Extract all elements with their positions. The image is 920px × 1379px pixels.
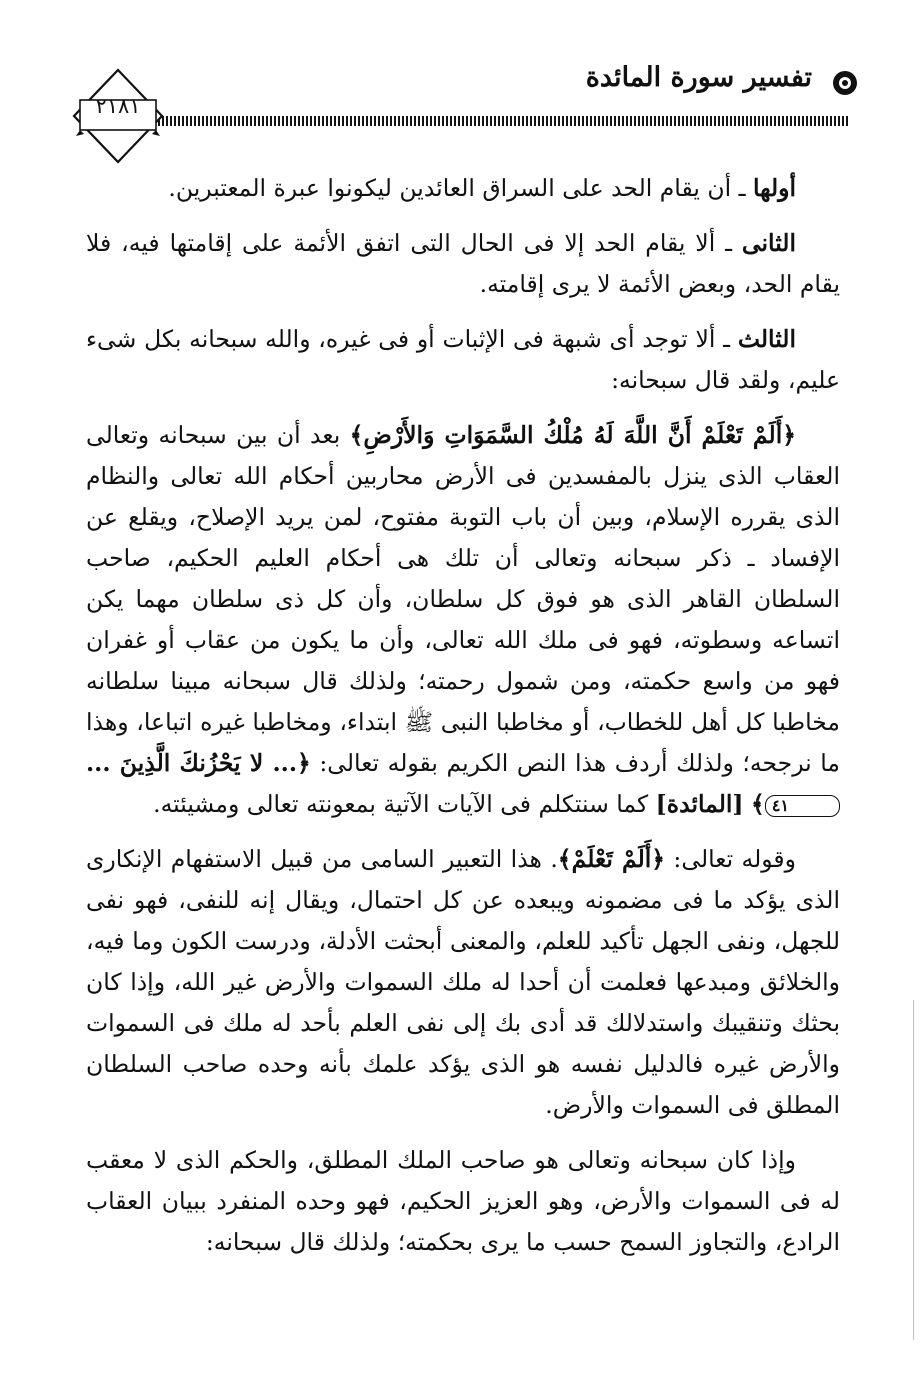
paragraph-lead: الثالث	[737, 325, 796, 353]
ornament-icon	[830, 68, 860, 98]
paragraph-text: . هذا التعبير السامى من قبيل الاستفهام الإنكارى الذى يؤكد ما فى مضمونه ويبعده عن كل احتمال، ويقال إنه للنفى، فهو نفى للجهل، ونفى الجهل تأكيد للعلم، والمعنى أبحثت الأدلة، ودرست الكون وما فيه، والخلائق ومبدعها فعلمت أن أحدا له ملك السموات والأرض غير الله، وإذا كان بحثك وتنقيبك واستدلالك قد أدى بك إلى نفى العلم بأحد له ملك فى السموات والأرض غيره فالدليل نفسه هو الذى يؤكد علمك بأنه وحده صاحب السلطان المطلق فى السموات والأرض.	[86, 845, 840, 1119]
quran-verse: ﴿أَلَمْ تَعْلَمْ﴾	[557, 845, 666, 873]
header-divider	[158, 116, 850, 126]
paragraph-1	[86, 168, 840, 209]
paragraph-text: وقوله تعالى:	[665, 845, 796, 873]
paragraph-text: كما سنتكلم فى الآيات الآتية بمعونته تعالى ومشيئته.	[153, 790, 656, 818]
paragraph-lead: أولها	[752, 174, 796, 202]
paragraph-text: ـ أن يقام الحد على السراق العائدين ليكونوا عبرة المعتبرين.	[168, 174, 753, 202]
page-number: ٢١٨١	[95, 94, 141, 118]
paragraph-text: بعد أن بين سبحانه وتعالى العقاب الذى ينزل بالمفسدين فى الأرض محاربين أحكام الله تعالى والنظام الذى يقرره الإسلام، وبين أن باب التوبة مفتوح، لمن يريد الإصلاح، ويقلع عن الإفساد ـ ذكر سبحانه وتعالى أن تلك هى أحكام العليم الحكيم، صاحب السلطان القاهر الذى هو فوق كل سلطان، وأن كل ذى سلطان مهما يكن اتساعه وسطوته، فهو فى ملك الله تعالى، وأن ما يكون من عقاب أو غفران فهو من واسع حكمته، ومن شمول رحمته؛ ولذلك قال سبحانه مبينا سلطانه مخاطبا كل أهل للخطاب، أو مخاطبا النبى ﷺ ابتداء، ومخاطبا غيره اتباعا، وهذا ما نرجحه؛ ولذلك أردف هذا النص الكريم بقوله تعالى:	[86, 421, 841, 777]
surah-reference: [المائدة]	[655, 790, 744, 818]
page-header	[70, 60, 860, 170]
header-title: تفسير سورة المائدة	[585, 62, 812, 93]
paragraph-4	[86, 415, 840, 825]
paragraph-3	[86, 319, 840, 401]
quran-verse: ﴿أَلَمْ تَعْلَمْ أَنَّ اللَّهَ لَهُ مُلْكُ السَّمَوَاتِ وَالأَرْضِ﴾	[349, 421, 796, 449]
quran-verse: ﴿... لا يَحْزُنكَ الَّذِينَ ...	[86, 749, 311, 777]
paragraph-text: وإذا كان سبحانه وتعالى هو صاحب الملك المطلق، والحكم الذى لا معقب له فى السموات والأرض، وهو العزيز الحكيم، فهو وحده المنفرد ببيان العقاب الرادع، والتجاوز السمح حسب ما يرى بحكمته؛ ولذلك قال سبحانه:	[86, 1146, 840, 1256]
paragraph-text: ـ ألا يقام الحد إلا فى الحال التى اتفق الأئمة على إقامتها فيه، فلا يقام الحد، وبعض الأئمة لا يرى إقامته.	[86, 229, 840, 298]
page-edge-line	[913, 1000, 914, 1340]
page-body	[86, 168, 840, 1277]
quran-verse-close: ﴾	[751, 790, 765, 818]
paragraph-6	[86, 1140, 840, 1263]
ayah-number: ٤١	[765, 795, 840, 817]
paragraph-lead: الثانى	[741, 229, 796, 257]
paragraph-2	[86, 223, 840, 305]
paragraph-text: ـ ألا توجد أى شبهة فى الإثبات أو فى غيره، والله سبحانه بكل شىء عليم، ولقد قال سبحانه:	[86, 325, 840, 394]
paragraph-5	[86, 839, 840, 1126]
